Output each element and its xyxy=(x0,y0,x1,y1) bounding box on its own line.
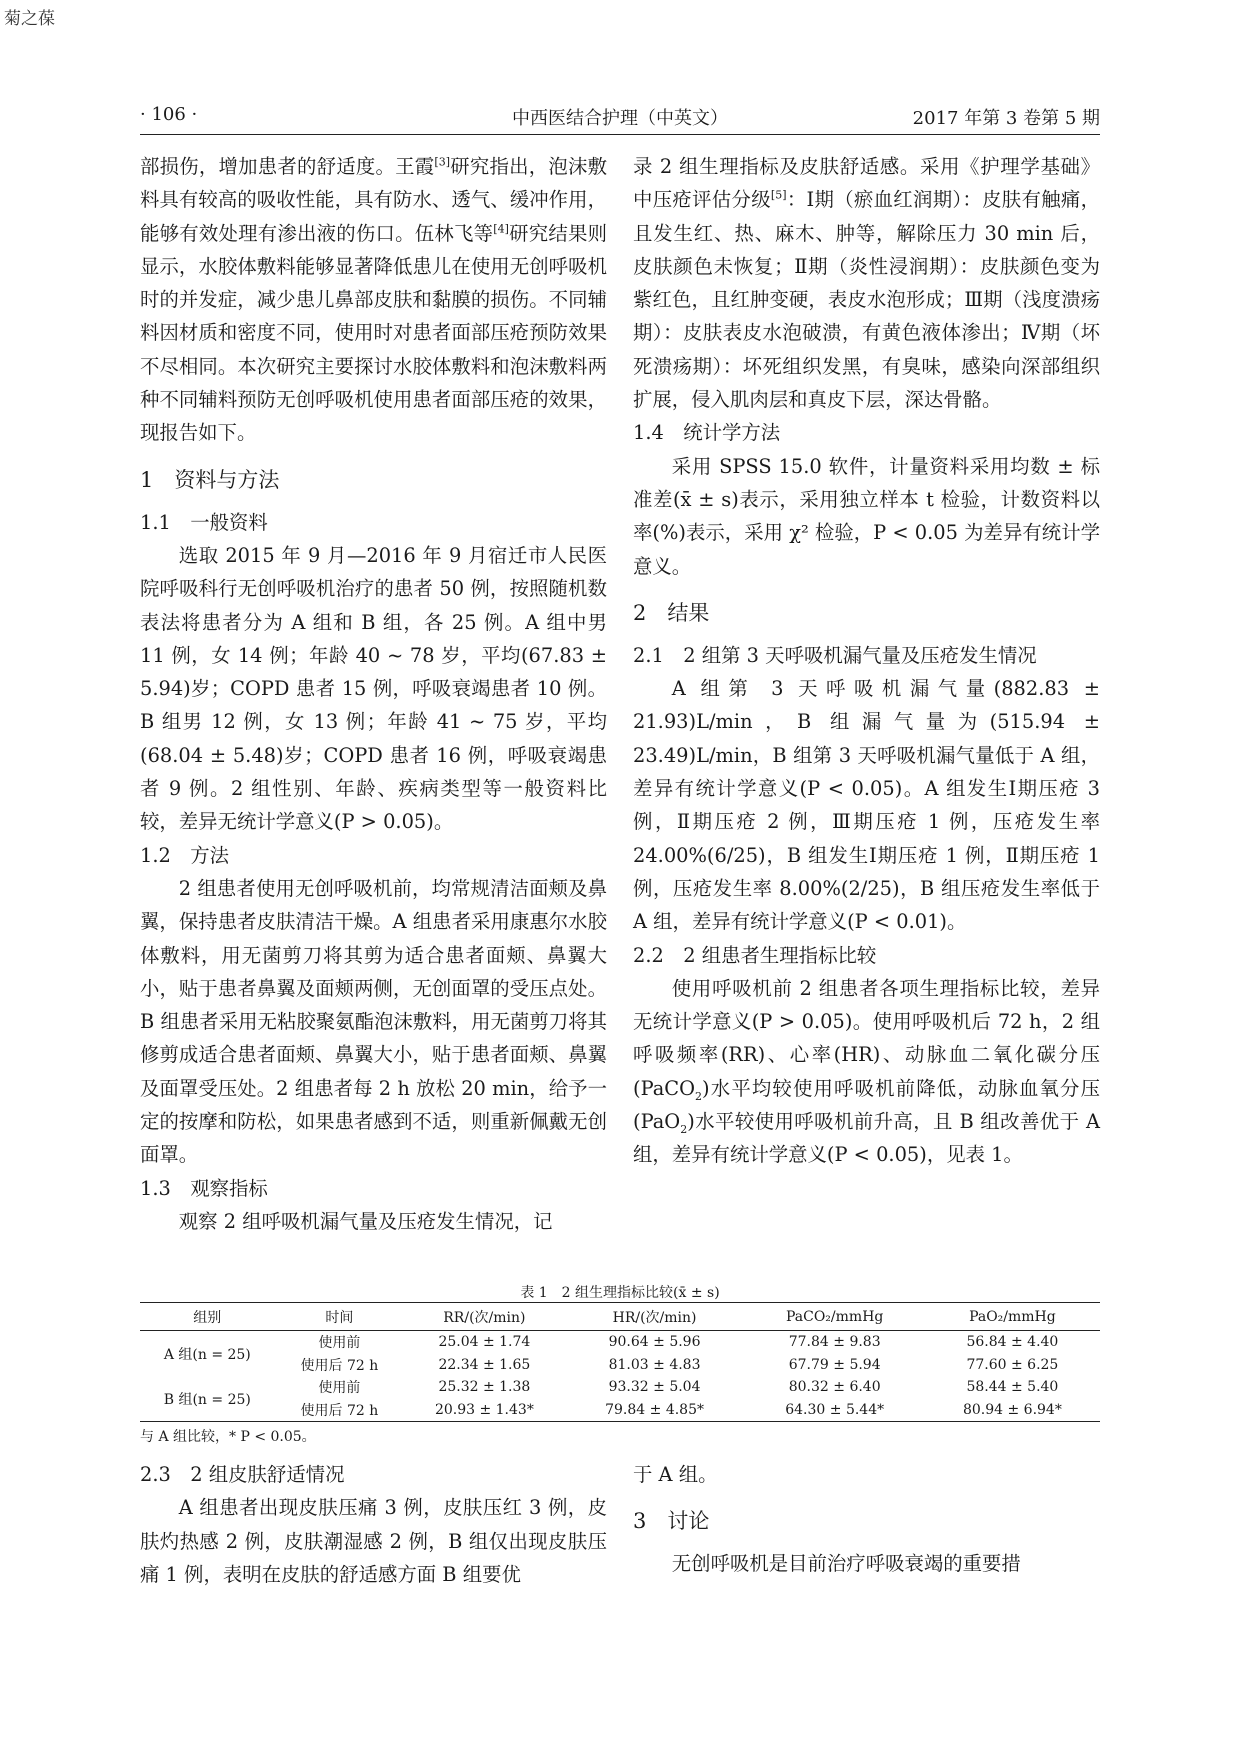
data-table xyxy=(140,1302,1100,1422)
column-header: RR/(次/min) xyxy=(404,1303,564,1331)
section-heading: 2 结果 xyxy=(633,600,710,625)
page-number: · 106 · xyxy=(140,104,198,125)
table-cell: 67.79 ± 5.94 xyxy=(788,1356,881,1373)
citation[interactable]: [3] xyxy=(434,155,450,169)
subsection-heading: 1.3 观察指标 xyxy=(140,1176,268,1200)
paragraph: 无创呼吸机是目前治疗呼吸衰竭的重要措 xyxy=(671,1552,1021,1576)
table-row xyxy=(140,1354,1100,1377)
paragraph: A 组患者出现皮肤压痛 3 例，皮肤压红 3 例，皮肤灼热感 2 例，皮肤潮湿感 2 例，B 组仅出现皮肤压痛 1 例，表明在皮肤的舒适感方面 B 组要优 xyxy=(140,1496,607,1586)
table-cell: 25.04 ± 1.74 xyxy=(438,1334,531,1351)
issue-info: 2017 年第 3 卷第 5 期 xyxy=(912,108,1100,129)
watermark: 菊之葆 xyxy=(4,9,55,29)
table-cell: 使用前 xyxy=(318,1335,361,1352)
group-cell: B 组(n = 25) xyxy=(140,1376,275,1422)
column-header: PaCO₂/mmHg xyxy=(745,1303,925,1331)
table-cell: 64.30 ± 5.44* xyxy=(745,1399,925,1422)
paragraph: 使用呼吸机前 2 组患者各项生理指标比较，差异无统计学意义(P > 0.05)。使用呼吸机后 72 h，2 组呼吸频率(RR)、心率(HR)、动脉血二氧化碳分压(PaCO$_2$)水平均较使用呼吸机前降低，动脉血氧分压(PaO$_2$)水平较使用呼吸机前升高，且 B 组改善优于 A 组，差异有统计学意义(P < 0.05)，见表 1。 xyxy=(633,976,1100,1167)
table-row xyxy=(140,1399,1100,1422)
column-header: HR/(次/min) xyxy=(565,1303,745,1331)
subsection-heading: 1.1 一般资料 xyxy=(140,510,268,534)
page-header xyxy=(140,104,1100,134)
left-column-bottom xyxy=(140,1458,607,1591)
subsection-heading: 2.3 2 组皮肤舒适情况 xyxy=(140,1463,345,1486)
table-cell: 79.84 ± 4.85* xyxy=(565,1399,745,1422)
table-header-row xyxy=(140,1303,1100,1331)
table-cell: 77.84 ± 9.83 xyxy=(788,1334,881,1351)
column-header: 时间 xyxy=(275,1303,405,1331)
table-cell: 使用后 72 h xyxy=(275,1399,405,1422)
journal-title: 中西医结合护理（中英文） xyxy=(512,108,728,129)
table-row xyxy=(140,1331,1100,1354)
column-header: 组别 xyxy=(140,1303,275,1331)
paragraph: 2 组患者使用无创呼吸机前，均常规清洁面颊及鼻翼，保持患者皮肤清洁干燥。A 组患者采用康惠尔水胶体敷料，用无菌剪刀将其剪为适合患者面颊、鼻翼大小，贴于患者鼻翼及面颊两侧，无创面罩的受压点处。B 组患者采用无粘胶聚氨酯泡沫敷料，用无菌剪刀将其修剪成适合患者面颊、鼻翼大小，贴于患者面颊、鼻翼及面罩受压处。2 组患者每 2 h 放松 20 min，给予一定的按摩和防松，如果患者感到不适，则重新佩戴无创面罩。 xyxy=(140,876,607,1167)
paragraph: 于 A 组。 xyxy=(633,1463,718,1486)
table-cell: 56.84 ± 4.40 xyxy=(966,1334,1059,1351)
subsection-heading: 1.4 统计学方法 xyxy=(633,421,781,445)
subsection-heading: 2.1 2 组第 3 天呼吸机漏气量及压疮发生情况 xyxy=(633,643,1037,667)
section-heading: 3 讨论 xyxy=(633,1509,710,1534)
paragraph: 录 2 组生理指标及皮肤舒适感。采用《护理学基础》中压疮评估分级[5]：Ⅰ期（瘀血红润期）：皮肤有触痛，且发生红、热、麻木、肿等，解除压力 30 min 后，皮肤颜色未恢复；Ⅱ期（炎性浸润期）：皮肤颜色变为紫红色，且红肿变硬，表皮水泡形成；Ⅲ期（浅度溃疡期）：皮肤表皮水泡破溃，有黄色液体渗出；Ⅳ期（坏死溃疡期）：坏死组织发黑，有臭味，感染向深部组织扩展，侵入肌肉层和真皮下层，深达骨骼。 xyxy=(633,155,1101,412)
paragraph: 采用 SPSS 15.0 软件，计量资料采用均数 ± 标准差(x̄ ± s)表示，采用独立样本 t 检验，计数资料以率(%)表示，采用 χ² 检验，P < 0.05 为差异有统计学意义。 xyxy=(633,454,1100,578)
subsection-heading: 2.2 2 组患者生理指标比较 xyxy=(633,943,877,967)
table-cell: 22.34 ± 1.65 xyxy=(438,1356,531,1373)
paragraph: 观察 2 组呼吸机漏气量及压疮发生情况，记 xyxy=(178,1209,553,1233)
table-cell: 90.64 ± 5.96 xyxy=(608,1334,701,1351)
group-cell: A 组(n = 25) xyxy=(163,1346,251,1363)
citation[interactable]: [4] xyxy=(493,222,509,236)
table-cell: 使用后 72 h xyxy=(300,1357,379,1374)
section-heading: 1 资料与方法 xyxy=(140,467,280,492)
table-cell: 80.94 ± 6.94* xyxy=(925,1399,1100,1422)
table-cell: 80.32 ± 6.40 xyxy=(788,1379,881,1396)
table-caption: 表 1 2 组生理指标比较(x̄ ± s) xyxy=(520,1285,720,1301)
right-column xyxy=(633,150,1100,1172)
table-cell: 使用前 xyxy=(318,1380,361,1397)
table-cell: 58.44 ± 5.40 xyxy=(966,1379,1059,1396)
subsection-heading: 1.2 方法 xyxy=(140,843,230,867)
table-cell: 81.03 ± 4.83 xyxy=(608,1356,701,1373)
table-cell: 25.32 ± 1.38 xyxy=(438,1379,531,1396)
paragraph: A 组第 3 天呼吸机漏气量(882.83 ± 21.93)L/min，B 组漏气量为(515.94 ± 23.49)L/min，B 组第 3 天呼吸机漏气量低于 A 组，差异有统计学意义(P < 0.05)。A 组发生Ⅰ期压疮 3 例，Ⅱ期压疮 2 例，Ⅲ期压疮 1 例，压疮发生率 24.00%(6/25)，B 组发生Ⅰ期压疮 1 例，Ⅱ期压疮 1 例，压疮发生率 8.00%(2/25)，B 组压疮发生率低于 A 组，差异有统计学意义(P < 0.01)。 xyxy=(633,677,1100,934)
left-column xyxy=(140,150,607,1238)
header-rule xyxy=(140,134,1100,135)
table-cell: 77.60 ± 6.25 xyxy=(966,1356,1059,1373)
table-cell: 93.32 ± 5.04 xyxy=(608,1379,701,1396)
column-header: PaO₂/mmHg xyxy=(925,1303,1100,1331)
table-cell: 20.93 ± 1.43* xyxy=(404,1399,564,1422)
table-note: 与 A 组比较，* P < 0.05。 xyxy=(140,1429,316,1445)
table-row xyxy=(140,1376,1100,1399)
right-column-bottom xyxy=(633,1458,1100,1581)
citation[interactable]: [5] xyxy=(770,188,787,202)
paragraph: 选取 2015 年 9 月—2016 年 9 月宿迁市人民医院呼吸科行无创呼吸机治疗的患者 50 例，按照随机数表法将患者分为 A 组和 B 组，各 25 例。A 组中男 11 例，女 14 例；年龄 40 ~ 78 岁，平均(67.83 ± 5.94)岁；COPD 患者 15 例，呼吸衰竭患者 10 例。B 组男 12 例，女 13 例；年龄 41 ~ 75 岁，平均(68.04 ± 5.48)岁；COPD 患者 16 例，呼吸衰竭患者 9 例。2 组性别、年龄、疾病类型等一般资料比较，差异无统计学意义(P > 0.05)。 xyxy=(140,543,607,834)
paragraph: 部损伤，增加患者的舒适度。王霞[3]研究指出，泡沫敷料具有较高的吸收性能，具有防水、透气、缓冲作用，能够有效处理有渗出液的伤口。伍林飞等[4]研究结果则显示，水胶体敷料能够显著降低患儿在使用无创呼吸机时的并发症，减少患儿鼻部皮肤和黏膜的损伤。不同辅料因材质和密度不同，使用时对患者面部压疮预防效果不尽相同。本次研究主要探讨水胶体敷料和泡沫敷料两种不同辅料预防无创呼吸机使用患者面部压疮的效果，现报告如下。 xyxy=(140,155,608,445)
